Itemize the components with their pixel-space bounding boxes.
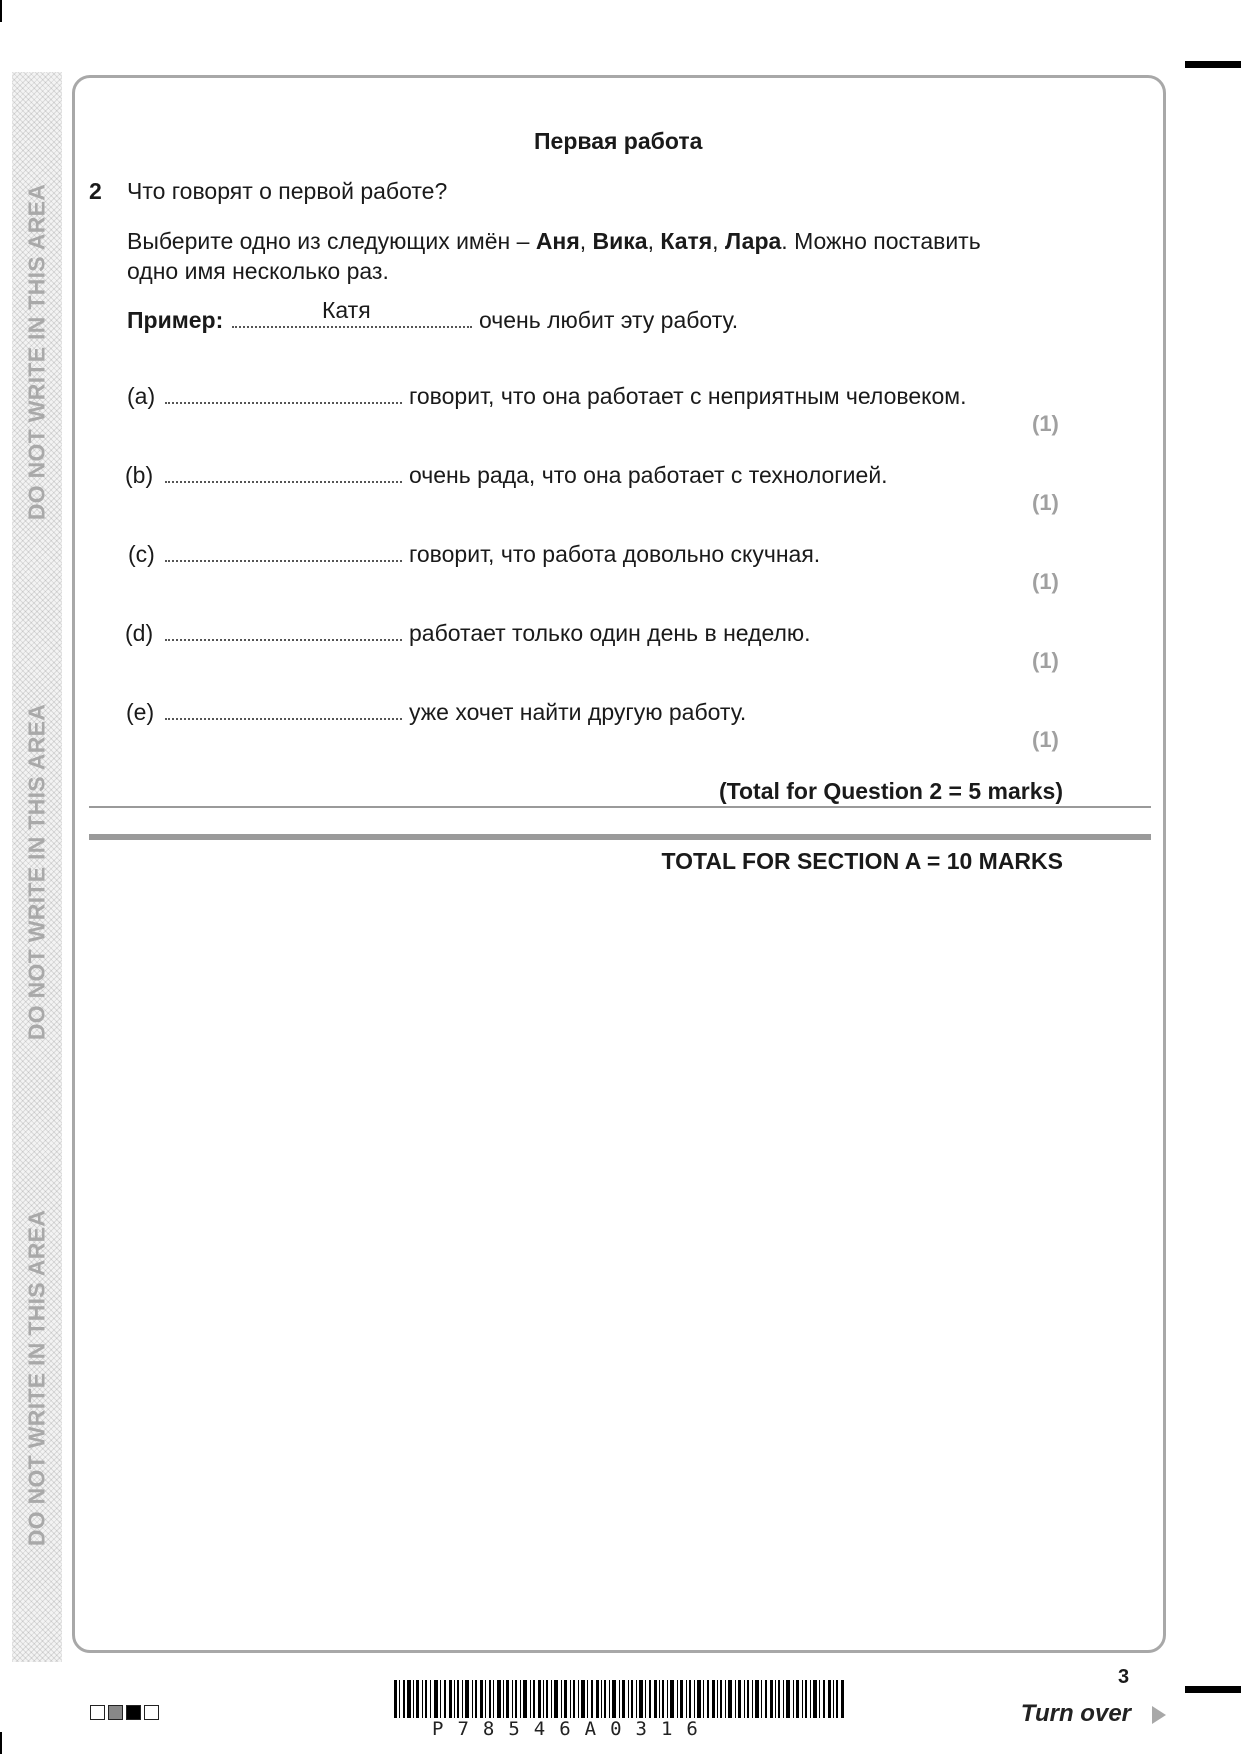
section-heading: Первая работа bbox=[534, 128, 703, 154]
item-text: говорит, что работа довольно скучная. bbox=[409, 541, 821, 567]
name-option: Аня bbox=[535, 228, 580, 254]
separator: , bbox=[647, 228, 661, 254]
instruction-line-2: одно имя несколько раз. bbox=[127, 258, 389, 284]
section-divider bbox=[89, 834, 1151, 840]
mark-allocation: (1) bbox=[1032, 411, 1059, 436]
crop-mark bbox=[0, 1732, 2, 1754]
answer-field[interactable] bbox=[165, 639, 402, 641]
answer-field[interactable] bbox=[165, 560, 402, 562]
item-text: говорит, что она работает с неприятным человеком. bbox=[409, 383, 967, 409]
divider bbox=[89, 806, 1151, 808]
item-label: (a) bbox=[127, 383, 156, 409]
answer-field[interactable] bbox=[165, 481, 402, 483]
barcode-text: P78546A0316 bbox=[432, 1718, 712, 1740]
do-not-write-label: DO NOT WRITE IN THIS AREA bbox=[23, 1209, 50, 1547]
item-label: (d) bbox=[125, 620, 154, 646]
indicator-box bbox=[90, 1705, 105, 1720]
barcode bbox=[394, 1680, 844, 1718]
indicator-box bbox=[126, 1705, 141, 1720]
indicator-box bbox=[108, 1705, 123, 1720]
instruction-line-1 bbox=[127, 226, 981, 256]
example-answer-line bbox=[232, 326, 472, 328]
instruction-suffix: . Можно поставить bbox=[781, 228, 981, 254]
edge-bar bbox=[1185, 1686, 1241, 1693]
page-number: 3 bbox=[1118, 1666, 1130, 1688]
item-label: (b) bbox=[125, 462, 154, 488]
question-text: Что говорят о первой работе? bbox=[127, 178, 448, 204]
arrow-right-icon bbox=[1152, 1706, 1166, 1724]
answer-field[interactable] bbox=[165, 402, 402, 404]
instruction-prefix: Выберите одно из следующих имён – bbox=[127, 228, 536, 254]
example-text: очень любит эту работу. bbox=[479, 307, 739, 333]
indicator-box bbox=[144, 1705, 159, 1720]
mark-allocation: (1) bbox=[1032, 648, 1059, 673]
page-indicator bbox=[90, 1705, 159, 1720]
mark-allocation: (1) bbox=[1032, 569, 1059, 594]
example-label: Пример: bbox=[127, 307, 224, 333]
item-text: работает только один день в неделю. bbox=[409, 620, 811, 646]
name-option: Катя bbox=[660, 228, 713, 254]
question-total: (Total for Question 2 = 5 marks) bbox=[718, 778, 1063, 804]
question-number: 2 bbox=[89, 178, 102, 204]
section-total: TOTAL FOR SECTION A = 10 MARKS bbox=[661, 848, 1063, 874]
do-not-write-label: DO NOT WRITE IN THIS AREA bbox=[23, 183, 50, 521]
example-answer: Катя bbox=[322, 297, 371, 323]
edge-bar bbox=[1185, 61, 1241, 68]
answer-field[interactable] bbox=[165, 718, 402, 720]
crop-mark bbox=[0, 0, 2, 22]
turn-over-label: Turn over bbox=[1020, 1700, 1131, 1727]
name-option: Вика bbox=[592, 228, 648, 254]
item-text: уже хочет найти другую работу. bbox=[409, 699, 747, 725]
item-label: (c) bbox=[128, 541, 155, 567]
mark-allocation: (1) bbox=[1032, 490, 1059, 515]
item-text: очень рада, что она работает с технологией. bbox=[409, 462, 888, 488]
separator: , bbox=[712, 228, 725, 254]
name-option: Лара bbox=[724, 228, 782, 254]
item-label: (e) bbox=[126, 699, 155, 725]
separator: , bbox=[579, 228, 593, 254]
mark-allocation: (1) bbox=[1032, 727, 1059, 752]
do-not-write-label: DO NOT WRITE IN THIS AREA bbox=[23, 703, 50, 1041]
